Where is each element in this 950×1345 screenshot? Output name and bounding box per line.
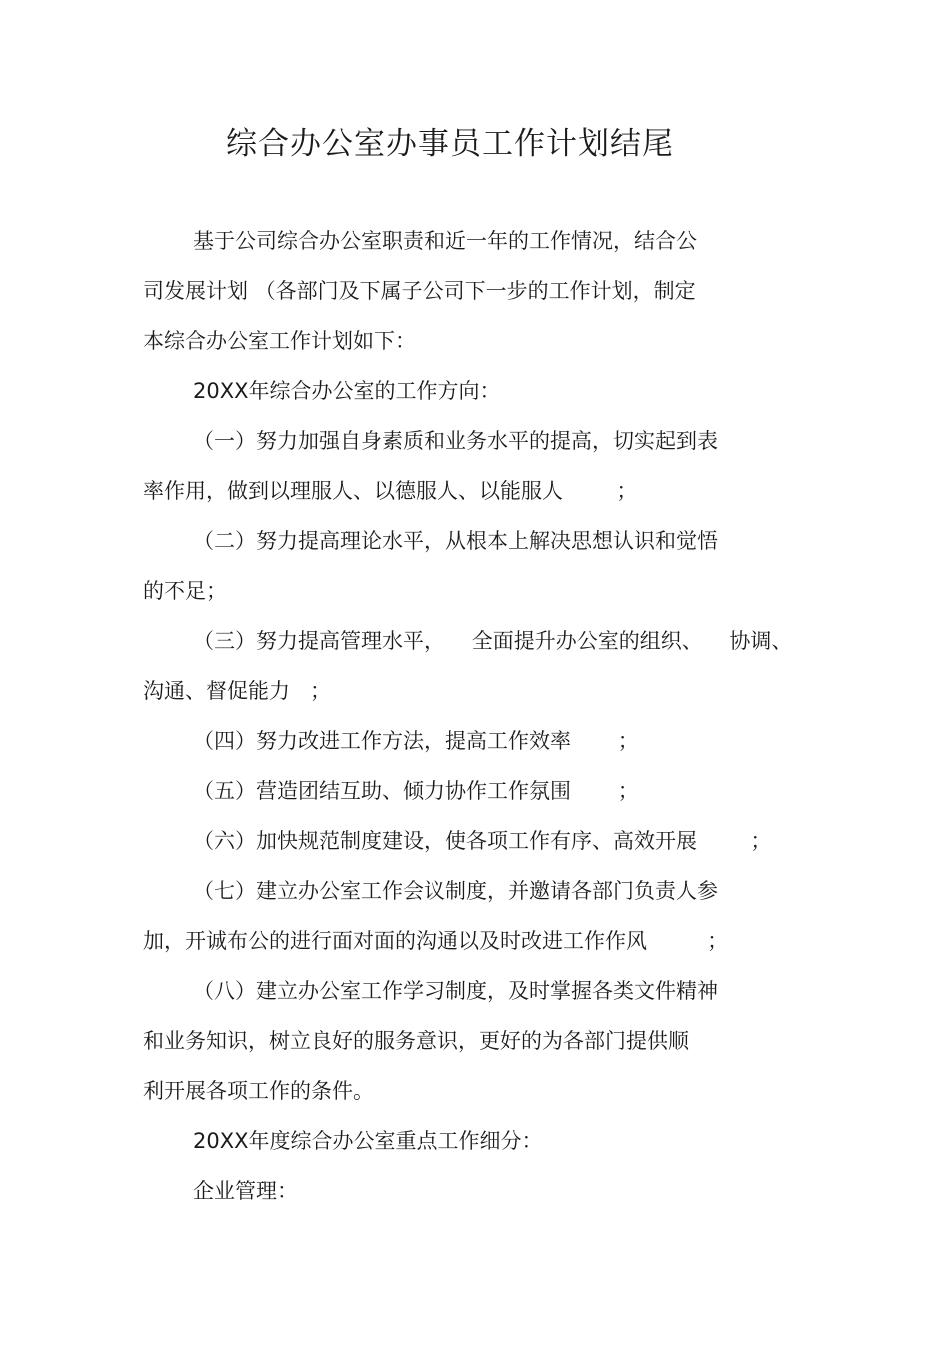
paragraph-line: （一）努力加强自身素质和业务水平的提高，切实起到表 (193, 429, 718, 453)
paragraph-line: 基于公司综合办公室职责和近一年的工作情况，结合公 (193, 229, 697, 253)
paragraph-line: 率作用，做到以理服人、以德服人、以能服人 ； (143, 479, 638, 503)
paragraph-line: （七）建立办公室工作会议制度，并邀请各部门负责人参 (193, 879, 718, 903)
paragraph-line: （三）努力提高管理水平， 全面提升办公室的组织、 协调、 (193, 629, 793, 653)
paragraph-line: （五）营造团结互助、倾力协作工作氛围 ； (193, 779, 639, 803)
paragraph-line: 20XX年度综合办公室重点工作细分： (193, 1129, 543, 1153)
paragraph-line: （四）努力改进工作方法，提高工作效率 ； (193, 729, 639, 753)
document-title: 综合办公室办事员工作计划结尾 (226, 126, 674, 162)
paragraph-line: （六）加快规范制度建设，使各项工作有序、高效开展 ； (193, 829, 772, 853)
paragraph-line: 和业务知识，树立良好的服务意识，更好的为各部门提供顺 (143, 1029, 689, 1053)
paragraph-line: 加，开诚布公的进行面对面的沟通以及时改进工作作风 ； (143, 929, 729, 953)
paragraph-line: 企业管理： (193, 1179, 298, 1203)
paragraph-line: （二）努力提高理论水平，从根本上解决思想认识和觉悟 (193, 529, 718, 553)
paragraph-line: 沟通、督促能力 ； (143, 679, 332, 703)
paragraph-line: 本综合办公室工作计划如下： (143, 329, 416, 353)
paragraph-line: 的不足； (143, 579, 227, 603)
paragraph-line: （八）建立办公室工作学习制度，及时掌握各类文件精神 (193, 979, 718, 1003)
paragraph-line: 利开展各项工作的条件。 (143, 1079, 374, 1103)
paragraph-line: 20XX年综合办公室的工作方向： (193, 379, 501, 403)
paragraph-line: 司发展计划 （各部门及下属子公司下一步的工作计划，制定 (143, 279, 696, 303)
